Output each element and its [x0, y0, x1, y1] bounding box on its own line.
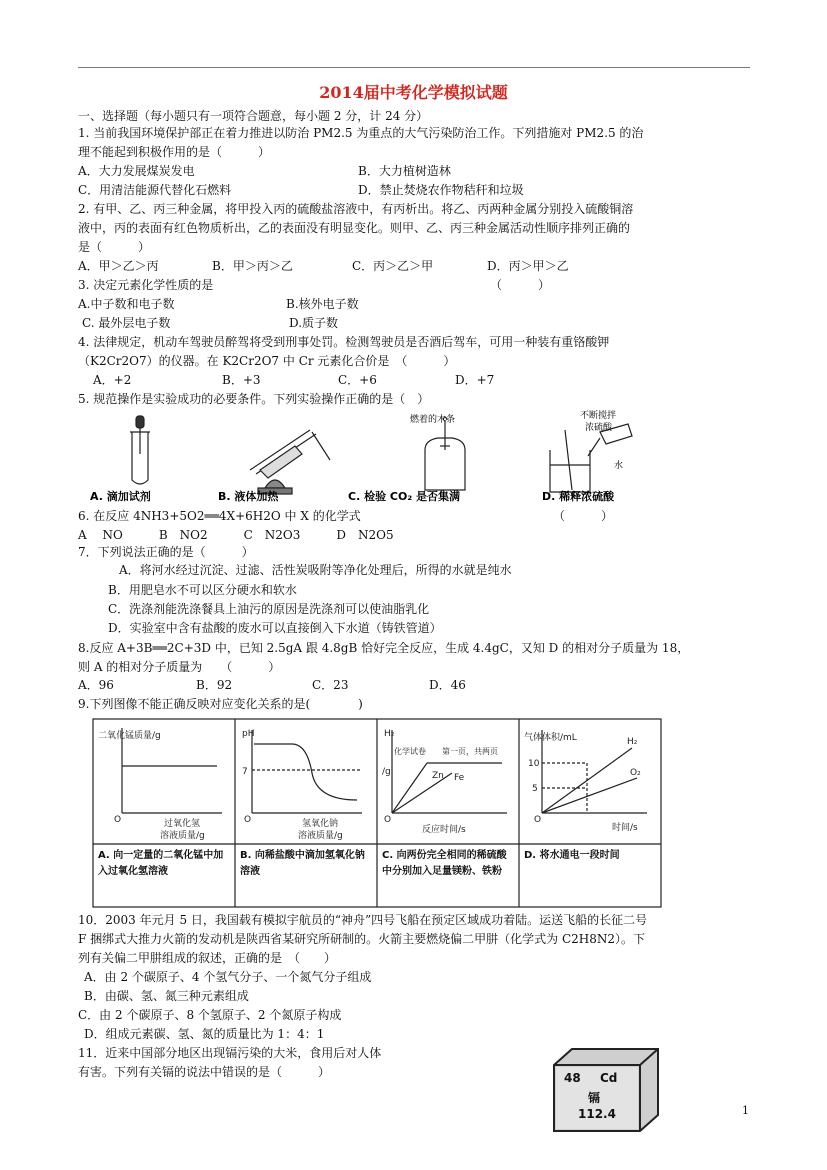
q9-caption-a: A. 向一定量的二氧化锰中加入过氧化氢溶液 — [98, 850, 224, 877]
graph-d-xlabel: 时间/s — [612, 823, 638, 833]
q5-c-label: 燃着的木条 — [410, 415, 456, 425]
q5-d-label1: 不断搅拌 — [580, 411, 617, 421]
q5-caption-a: A. 滴加试剂 — [90, 490, 151, 503]
graph-c-ylabel: H₂ — [384, 729, 395, 739]
graph-d-o2 — [542, 778, 637, 813]
q4-option-b: B．+3 — [222, 373, 261, 387]
graph-c-fe-label: Fe — [454, 773, 465, 783]
page-number: 1 — [742, 1104, 749, 1117]
q1-option-d: D．禁止焚烧农作物秸秆和垃圾 — [358, 183, 524, 197]
graph-b-curve — [254, 744, 357, 800]
q7-option-b: B．用肥皂水不可以区分硬水和软水 — [108, 583, 297, 597]
graph-b-ylabel: pH — [242, 729, 255, 739]
graph-d-h2-label: H₂ — [627, 737, 638, 747]
q10-option-c: C．由 2 个碳原子、8 个氢原子、2 个氮原子构成 — [78, 1008, 342, 1022]
page-title: 2014届中考化学模拟试题 — [319, 83, 508, 102]
q2-option-c: C．丙＞乙＞甲 — [352, 259, 434, 273]
q5-caption-b: B. 液体加热 — [218, 490, 279, 503]
q3-stem: 3. 决定元素化学性质的是 — [78, 278, 214, 292]
q8-option-d: D．46 — [429, 678, 466, 692]
q3-option-d: D.质子数 — [289, 316, 339, 330]
graph-c-ylabel2: /g — [382, 767, 391, 777]
q8-option-c: C．23 — [312, 678, 349, 692]
q9-caption-d: D. 将水通电一段时间 — [524, 850, 620, 861]
q5-d-label2: 浓硫酸 — [585, 423, 613, 433]
cd-name: 镉 — [588, 1091, 601, 1105]
q1-option-a: A．大力发展煤炭发电 — [78, 164, 195, 178]
q3-option-c: C. 最外层电子数 — [82, 316, 171, 330]
q6-options: A NO B NO2 C N2O3 D N2O5 — [78, 528, 394, 542]
q2-stem-line2: 液中，丙的表面有红色物质析出，乙的表面没有明显变化。则甲、乙、丙三种金属活动性顺序排列正确的 — [78, 221, 631, 235]
q9-graph-table — [92, 718, 662, 908]
q2-option-d: D．丙＞甲＞乙 — [487, 259, 569, 273]
q6-bracket: （ ） — [553, 509, 614, 523]
cd-element-card — [552, 1047, 662, 1133]
q7-stem: 7．下列说法正确的是（ ） — [78, 545, 254, 559]
section-heading: 一、选择题（每小题只有一项符合题意，每小题 2 分，计 24 分） — [78, 109, 429, 123]
q9-caption-b: B. 向稀盐酸中滴加氢氧化钠溶液 — [240, 850, 365, 877]
graph-a-ylabel: 二氧化锰质量/g — [98, 731, 161, 741]
q1-stem-line1: 1. 当前我国环境保护部正在着力推进以防治 PM2.5 为重点的大气污染防治工作。下列措施对 PM2.5 的治 — [78, 126, 644, 140]
q8-option-b: B．92 — [196, 678, 233, 692]
q5-d-water: 水 — [614, 461, 624, 471]
q8-stem-line1: 8.反应 A+3B══2C+3D 中，已知 2.5gA 跟 4.8gB 恰好完全反应，生成 4.4gC，又知 D 的相对分子质量为 18， — [78, 641, 690, 655]
cd-atomic-mass: 112.4 — [578, 1107, 616, 1121]
q5-caption-c: C. 检验 CO₂ 是否集满 — [348, 490, 460, 503]
graph-d-5: 5 — [532, 784, 538, 794]
q3-bracket: （ ） — [490, 278, 551, 292]
header-rule — [78, 67, 750, 68]
graph-a-xlabel2: 溶液质量/g — [160, 831, 205, 841]
q7-option-c: C．洗涤剂能洗涤餐具上油污的原因是洗涤剂可以使油脂乳化 — [108, 602, 430, 616]
graph-c-stamp: 化学试卷 第一页，共两页 — [394, 747, 498, 756]
q4-option-a: A．+2 — [93, 373, 132, 387]
q10-stem-line3: 列有关偏二甲肼组成的叙述，正确的是 （ ） — [78, 951, 337, 965]
cd-symbol: Cd — [600, 1071, 618, 1085]
liquid-heating-illustration — [250, 430, 330, 494]
q10-stem-line1: 10．2003 年元月 5 日，我国载有模拟宇航员的“神舟”四号飞船在预定区域成功着陆。运送飞船的长征二号 — [78, 913, 648, 927]
graph-d-ylabel: 气体体积/mL — [524, 733, 577, 743]
q2-option-a: A．甲＞乙＞丙 — [78, 259, 159, 273]
graph-b-origin: O — [244, 815, 252, 825]
q11-stem-line2: 有害。下列有关镉的说法中错误的是（ ） — [78, 1065, 331, 1079]
q8-stem-line2: 则 A 的相对分子质量为 （ ） — [78, 660, 281, 674]
graph-d-10: 10 — [528, 759, 540, 769]
graph-d-origin: O — [534, 815, 542, 825]
q4-option-d: D．+7 — [455, 373, 495, 387]
graph-b-7: 7 — [242, 767, 248, 777]
q4-stem-line1: 4. 法律规定，机动车驾驶员醉驾将受到刑事处罚。检测驾驶员是否酒后驾车，可用一种装有重铬酸钾 — [78, 335, 610, 349]
graph-a-origin: O — [114, 815, 122, 825]
q3-option-b: B.核外电子数 — [286, 297, 359, 311]
q1-stem-line2: 理不能起到积极作用的是（ ） — [78, 145, 271, 159]
q11-stem-line1: 11．近来中国部分地区出现镉污染的大米，食用后对人体 — [78, 1046, 382, 1060]
graph-b-xlabel1: 氢氧化钠 — [302, 819, 339, 829]
q9-caption-c: C. 向两份完全相同的稀硫酸中分别加入足量镁粉、铁粉 — [382, 850, 507, 877]
q10-option-a: A．由 2 个碳原子、4 个氢气分子、一个氮气分子组成 — [84, 970, 372, 984]
q8-option-a: A．96 — [78, 678, 114, 692]
q9-stem: 9.下列图像不能正确反映对应变化关系的是( ) — [78, 697, 363, 711]
cd-atomic-number: 48 — [564, 1071, 581, 1085]
q10-option-b: B．由碳、氢、氮三种元素组成 — [84, 989, 249, 1003]
graph-b-xlabel2: 溶液质量/g — [298, 831, 343, 841]
q2-option-b: B．甲＞丙＞乙 — [212, 259, 293, 273]
q5-lab-figure — [80, 410, 680, 506]
graph-c-origin: O — [384, 815, 392, 825]
q4-stem-line2: （K2Cr2O7）的仪器。在 K2Cr2O7 中 Cr 元素化合价是 （ ） — [78, 354, 456, 368]
graph-c-xlabel: 反应时间/s — [422, 825, 466, 835]
graph-d-o2-label: O₂ — [630, 768, 641, 778]
q7-option-a: A．将河水经过沉淀、过滤、活性炭吸附等净化处理后，所得的水就是纯水 — [119, 563, 512, 577]
dilution-illustration — [550, 424, 632, 492]
q7-option-d: D．实验室中含有盐酸的废水可以直接倒入下水道（铸铁管道） — [108, 621, 442, 635]
q2-stem-line3: 是（ ） — [78, 240, 151, 254]
q10-stem-line2: F 捆绑式大推力火箭的发动机是陕西省某研究所研制的。火箭主要燃烧偏二甲肼（化学式为 C2H8N2）。下 — [78, 932, 646, 946]
q1-option-c: C．用清洁能源代替化石燃料 — [78, 183, 232, 197]
q10-option-d: D．组成元素碳、氢、氮的质量比为 1：4：1 — [84, 1027, 325, 1041]
q6-stem: 6. 在反应 4NH3+5O2══4X+6H2O 中 X 的化学式 — [78, 509, 361, 523]
graph-a-xlabel1: 过氧化氢 — [164, 819, 201, 829]
co2-bottle-illustration — [425, 417, 465, 490]
q5-caption-d: D. 稀释浓硫酸 — [542, 490, 615, 503]
q2-stem-line1: 2. 有甲、乙、丙三种金属，将甲投入丙的硫酸盐溶液中，有丙析出。将乙、丙两种金属分别投入硫酸铜溶 — [78, 202, 634, 216]
graph-c-zn-label: Zn — [432, 771, 444, 781]
dropper-tube-illustration — [130, 416, 150, 484]
q5-stem: 5. 规范操作是实验成功的必要条件。下列实验操作正确的是（ ） — [78, 392, 430, 406]
q3-option-a: A.中子数和电子数 — [78, 297, 175, 311]
q4-option-c: C．+6 — [338, 373, 377, 387]
q1-option-b: B．大力植树造林 — [358, 164, 451, 178]
graph-c-zn — [392, 763, 427, 813]
